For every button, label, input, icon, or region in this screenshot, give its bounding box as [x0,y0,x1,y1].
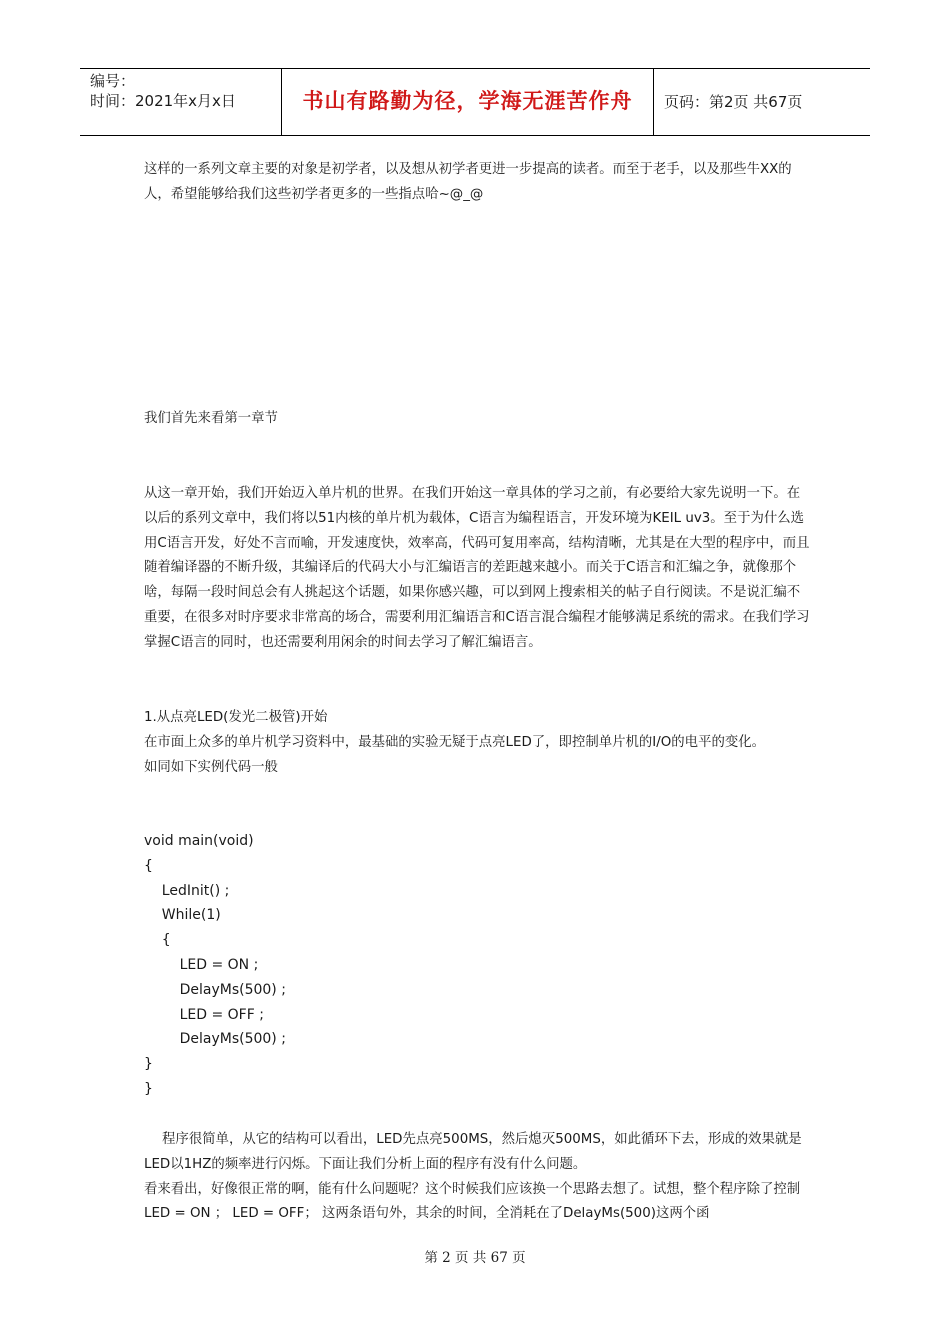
code-line: DelayMs(500) ; [144,981,286,998]
intro-paragraph: 这样的一系列文章主要的对象是初学者，以及想从初学者更进一步提高的读者。而至于老手，以及那些牛XX的人，希望能够给我们这些初学者更多的一些指点哈~@_@ [144,162,792,202]
code-line: { [144,932,171,949]
code-line: While(1) [144,907,221,924]
code-line: { [144,857,153,874]
header-page-indicator: 页码：第2页 共67页 [664,93,803,111]
code-line: LED = OFF ; [144,1006,264,1023]
page-footer: 第 2 页 共 67 页 [424,1250,526,1266]
code-line: DelayMs(500) ; [144,1031,286,1048]
code-line: LED = ON ; [144,956,259,973]
document-time-label: 时间：2021年x月x日 [90,92,236,110]
analysis-paragraph-2: 看来看出，好像很正常的啊，能有什么问题呢？这个时候我们应该换一个思路去想了。试想，整个程序除了控制LED = ON ； LED = OFF； 这两条语句外，其余的时间，全消耗在了DelayMs(500)这两个函 [144,1181,801,1222]
section-block [144,706,812,780]
code-block [144,829,286,1102]
code-intro: 如同如下实例代码一般 [144,759,278,775]
header-left-cell [80,69,281,135]
chapter-intro-paragraph: 从这一章开始，我们开始迈入单片机的世界。在我们开始这一章具体的学习之前，有必要给大家先说明一下。在以后的系列文章中，我们将以51内核的单片机为载体，C语言为编程语言，开发环境为KEIL uv3。至于为什么选用C语言开发，好处不言而喻，开发速度快，效率高，代码可复用率高，结构清晰，尤其是在大型的程序中，而且随着编译器的不断升级，其编译后的代码大小与汇编语言的差距越来越小。而关于C语言和汇编之争，就像那个啥，每隔一段时间总会有人挑起这个话题，如果你感兴趣，可以到网上搜索相关的帖子自行阅读。不是说汇编不重要，在很多对时序要求非常高的场合，需要利用汇编语言和C语言混合编程才能够满足系统的需求。在我们学习掌握C语言的同时，也还需要利用闲余的时间去学习了解汇编语言。 [144,486,810,650]
section-text: 在市面上众多的单片机学习资料中，最基础的实验无疑于点亮LED了，即控制单片机的I/O的电平的变化。 [144,734,766,750]
analysis-block [144,1128,812,1227]
chapter-heading: 我们首先来看第一章节 [144,411,278,426]
analysis-paragraph-1: 程序很简单，从它的结构可以看出，LED先点亮500MS，然后熄灭500MS，如此循环下去，形成的效果就是LED以1HZ的频率进行闪烁。下面让我们分析上面的程序有没有什么问题。 [144,1132,802,1172]
section-title: 1.从点亮LED(发光二极管)开始 [144,710,328,725]
page-header [80,68,870,136]
code-line: LedInit() ; [144,882,230,899]
header-motto: 书山有路勤为径，学海无涯苦作舟 [281,69,654,135]
code-line: } [144,1056,153,1073]
document-number-label: 编号： [90,72,136,90]
code-line: void main(void) [144,833,254,849]
code-line: } [144,1080,153,1097]
